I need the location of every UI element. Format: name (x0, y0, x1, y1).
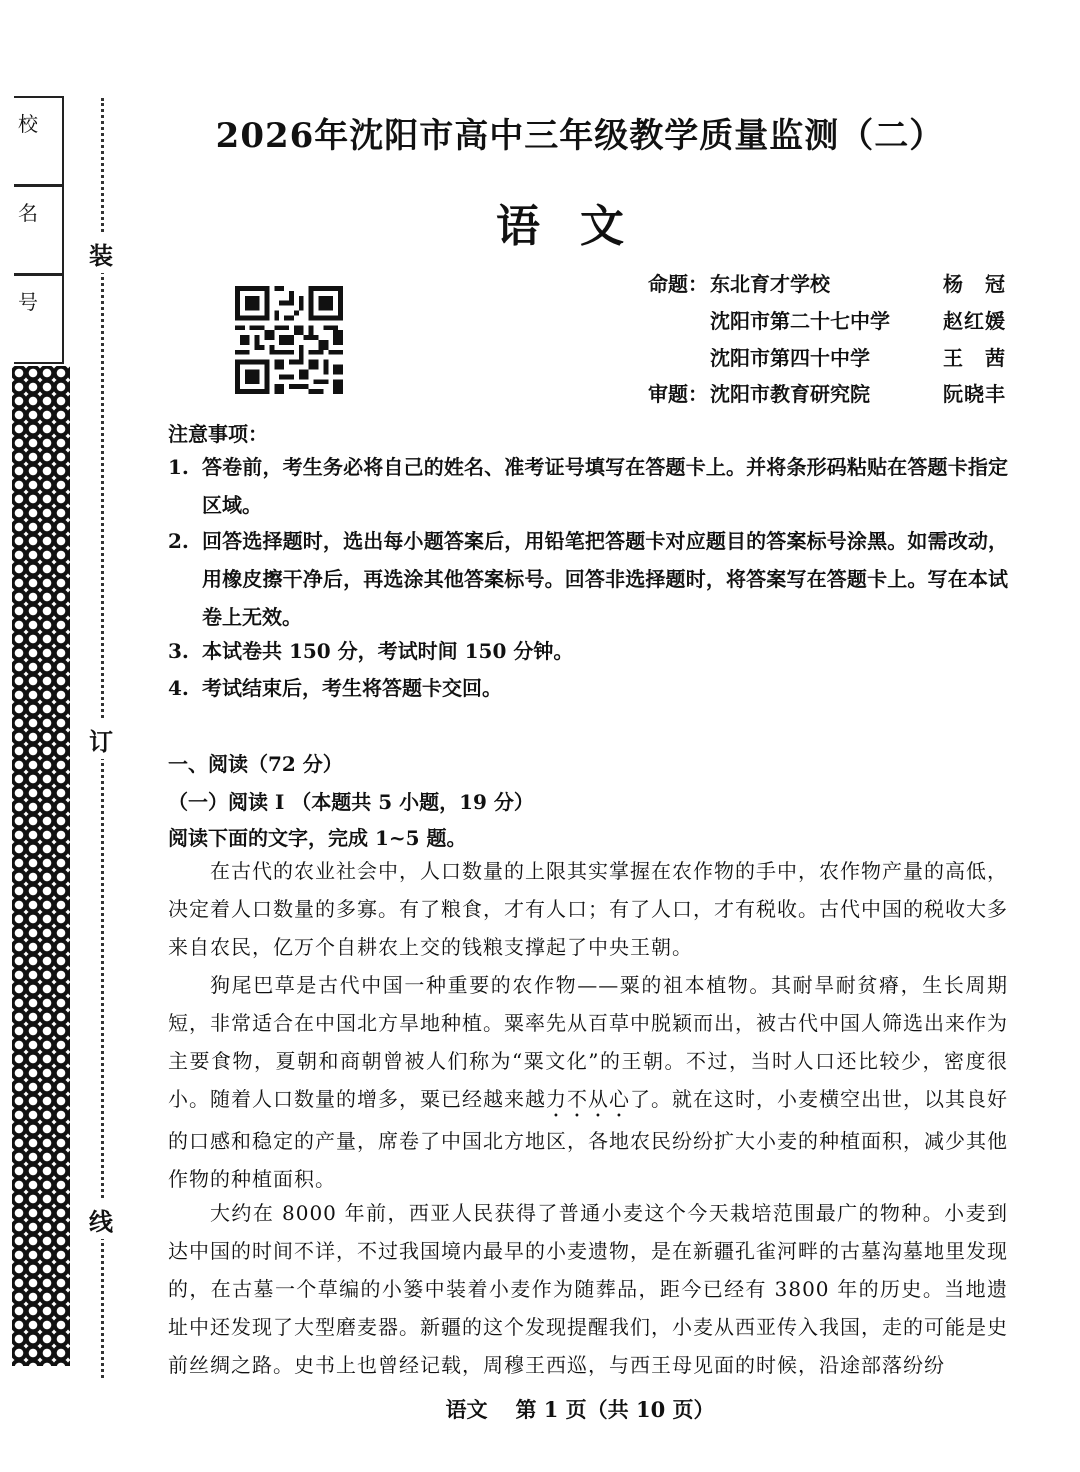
passage-text: 狗尾巴草是古代中国一种重要的农作物——粟的祖本植物。其耐旱耐贫瘠，生长周期短，非常适合在中国北方旱地种植。粟率先从百草中脱颖而出，被古代中国人筛选出来作为主要食物，夏朝和商朝曾被人们称为“粟文化”的王朝。不过，当时人口还比较少，密度很小。随着人口数量的增多，粟已经越来越 (168, 973, 1008, 1111)
credit-school: 东北育才学校 (710, 272, 830, 296)
credit-person: 赵红媛 (943, 309, 1006, 333)
credit-role: 命题： (648, 272, 708, 296)
credit-role: 审题： (648, 382, 708, 406)
notice-item (168, 669, 1008, 707)
notice-item (168, 522, 1008, 636)
credit-person: 阮晓丰 (943, 382, 1006, 406)
notice-text: 回答选择题时，选出每小题答案后，用铅笔把答题卡对应题目的答案标号涂黑。如需改动，用橡皮擦干净后，再选涂其他答案标号。回答非选择题时，将答案写在答题卡上。写在本试卷上无效。 (202, 529, 1008, 629)
footer-subject: 语文 (445, 1397, 488, 1422)
binding-mark-ding: 订 (89, 720, 113, 759)
notice-number: 2. (168, 529, 189, 553)
notice-number: 1. (168, 455, 189, 479)
binding-field-label: 名 (18, 201, 38, 225)
passage-paragraph-3: 大约在 8000 年前，西亚人民获得了普通小麦这个今天栽培范围最广的物种。小麦到达中国的时间不详，不过我国境内最早的小麦遗物，是在新疆孔雀河畔的古墓沟墓地里发现的，在古墓一个草编的小篓中装着小麦作为随葬品，距今已经有 3800 年的历史。当地遗址中还发现了大型磨麦器。新疆的这个发现提醒我们，小麦从西亚传入我国，走的可能是史前丝绸之路。史书上也曾经记载，周穆王西巡，与西王母见面的时候，沿途部落纷纷 (168, 1201, 1008, 1377)
credit-school: 沈阳市第二十七中学 (710, 309, 890, 333)
credit-school: 沈阳市教育研究院 (710, 382, 870, 406)
exam-title: 2026年沈阳市高中三年级教学质量监测（二） (215, 116, 945, 156)
decorative-gear-border (12, 366, 70, 1366)
section-heading: 一、阅读（72 分） (168, 752, 343, 776)
passage-text: 了。就在这时，小麦横空出世，以其良好的口感和稳定的产量，席卷了中国北方地区，各地农民纷纷扩大小麦的种植面积，减少其他作物的种植面积。 (168, 1087, 1008, 1191)
notice-text: 答卷前，考生务必将自己的姓名、准考证号填写在答题卡上。并将条形码粘贴在答题卡指定区域。 (202, 455, 1008, 517)
binding-mark-xian: 线 (89, 1200, 113, 1239)
section-instruction: 阅读下面的文字，完成 1~5 题。 (168, 826, 467, 850)
notice-number: 3. (168, 639, 189, 663)
binding-mark-zhuang: 装 (89, 234, 113, 273)
notice-item (168, 632, 1008, 670)
binding-field-label: 号 (18, 290, 38, 314)
credit-person: 王 茜 (943, 346, 1006, 370)
binding-field-number (14, 274, 64, 364)
credit-school: 沈阳市第四十中学 (710, 346, 870, 370)
passage-paragraph-1: 在古代的农业社会中，人口数量的上限其实掌握在农作物的手中，农作物产量的高低，决定着人口数量的多寡。有了粮食，才有人口；有了人口，才有税收。古代中国的税收大多来自农民，亿万个自耕农上交的钱粮支撑起了中央王朝。 (168, 859, 1008, 959)
passage-paragraph-2 (168, 966, 1008, 1198)
credit-person: 杨 冠 (943, 272, 1006, 296)
qr-code-icon (234, 286, 344, 394)
notice-title: 注意事项： (168, 422, 268, 446)
emphasized-phrase: 力不从心 (546, 1087, 630, 1111)
footer-page-number: 第 1 页（共 10 页） (515, 1397, 715, 1422)
notice-number: 4. (168, 676, 189, 700)
section-subheading: （一）阅读 I （本题共 5 小题，19 分） (168, 790, 534, 814)
subject-title: 语文 (496, 201, 664, 252)
notice-item (168, 448, 1008, 524)
notice-text: 考试结束后，考生将答题卡交回。 (202, 676, 502, 700)
notice-text: 本试卷共 150 分，考试时间 150 分钟。 (202, 639, 574, 663)
page-footer (0, 1394, 1080, 1424)
binding-field-label: 校 (18, 112, 38, 136)
